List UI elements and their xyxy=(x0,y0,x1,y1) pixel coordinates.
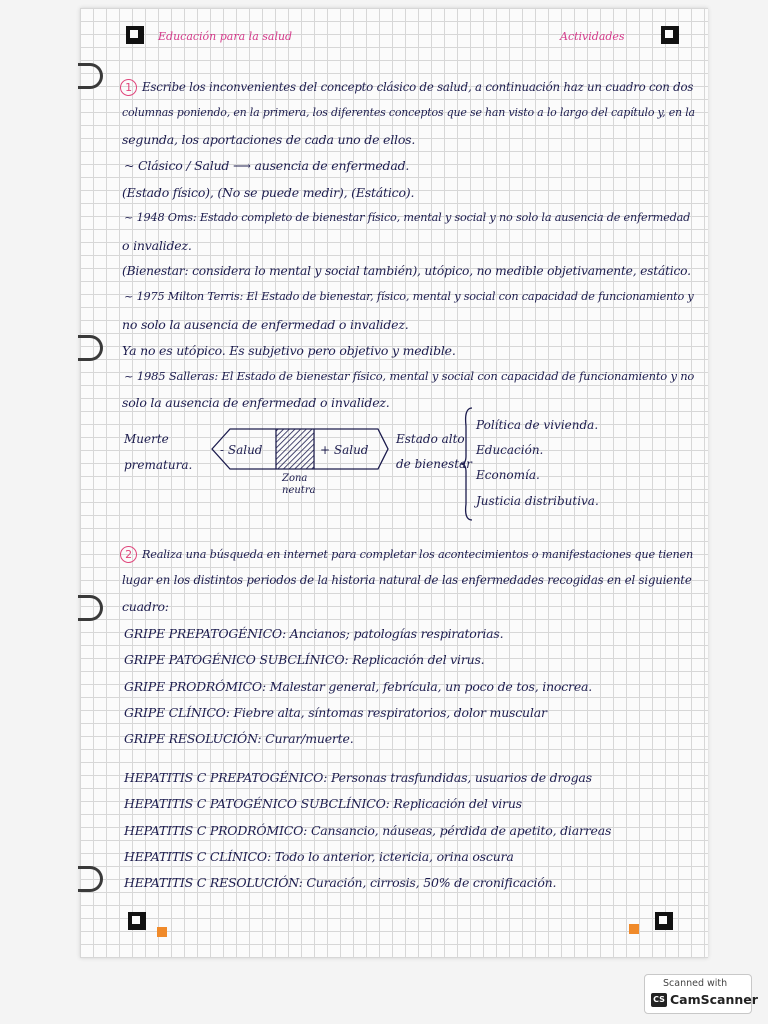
corner-marker-icon xyxy=(661,26,679,44)
concept-line: ~ 1985 Salleras: El Estado de bienestar físico, mental y social con capacidad de funcionamiento y no xyxy=(124,369,695,383)
orange-marker xyxy=(629,924,639,934)
q1-line: columnas poniendo, en la primera, los diferentes conceptos que se han visto a lo largo del capítulo y, en la xyxy=(122,106,695,119)
hepatitis-line: HEPATITIS C RESOLUCIÓN: Curación, cirrosis, 50% de cronificación. xyxy=(124,875,557,890)
factor-item: Economía. xyxy=(476,468,540,482)
binder-ring xyxy=(78,595,103,621)
state-label: de bienestar xyxy=(396,457,472,471)
state-label: Estado alto xyxy=(396,432,465,446)
concept-line: (Estado físico), (No se puede medir), (Estático). xyxy=(122,185,415,200)
binder-ring xyxy=(78,335,103,361)
gripe-line: GRIPE RESOLUCIÓN: Curar/muerte. xyxy=(124,731,354,746)
plus-health-label: + Salud xyxy=(320,443,369,457)
orange-marker xyxy=(157,927,167,937)
factor-item: Justicia distributiva. xyxy=(476,494,599,508)
concept-line: (Bienestar: considera lo mental y social también), utópico, no medible objetivamente, estático. xyxy=(122,264,691,278)
header-section: Actividades xyxy=(560,30,625,43)
camscanner-badge xyxy=(644,974,758,1014)
binder-ring xyxy=(78,63,103,89)
gripe-line: GRIPE PREPATOGÉNICO: Ancianos; patologías respiratorias. xyxy=(124,626,504,641)
hepatitis-line: HEPATITIS C PREPATOGÉNICO: Personas trasfundidas, usuarios de drogas xyxy=(124,770,592,785)
camscanner-logo-icon: CS xyxy=(651,993,667,1007)
diagram-left-label: prematura. xyxy=(124,458,193,472)
corner-marker-icon xyxy=(655,912,673,930)
gripe-line: GRIPE CLÍNICO: Fiebre alta, síntomas respiratorios, dolor muscular xyxy=(124,705,547,720)
q1-line: segunda, los aportaciones de cada uno de ellos. xyxy=(122,132,416,147)
q1-line xyxy=(120,79,693,96)
gripe-line: GRIPE PATOGÉNICO SUBCLÍNICO: Replicación del virus. xyxy=(124,652,485,667)
concept-line: no solo la ausencia de enfermedad o invalidez. xyxy=(122,317,409,332)
notebook-page xyxy=(80,8,708,958)
camscanner-name: CamScanner xyxy=(670,992,758,1007)
factor-item: Política de vivienda. xyxy=(476,418,599,432)
neutral-zone-label: neutra xyxy=(282,485,316,496)
minus-health-label: - Salud xyxy=(220,443,263,457)
binder-ring xyxy=(78,866,103,892)
concept-line: ~ Clásico / Salud ⟶ ausencia de enfermedad. xyxy=(124,158,410,173)
hepatitis-line: HEPATITIS C PRODRÓMICO: Cansancio, náuseas, pérdida de apetito, diarreas xyxy=(124,823,612,838)
scanned-with-label: Scanned with xyxy=(663,978,728,989)
q2-line xyxy=(120,546,693,563)
q2-text: Realiza una búsqueda en internet para completar los acontecimientos o manifestaciones que tienen xyxy=(142,548,694,561)
diagram-left-label: Muerte xyxy=(124,432,169,446)
q1-text: Escribe los inconvenientes del concepto clásico de salud, a continuación haz un cuadro con dos xyxy=(142,80,694,94)
q2-line: lugar en los distintos periodos de la historia natural de las enfermedades recogidas en el siguiente xyxy=(122,573,692,587)
hepatitis-line: HEPATITIS C CLÍNICO: Todo lo anterior, ictericia, orina oscura xyxy=(124,849,514,864)
corner-marker-icon xyxy=(128,912,146,930)
question-number: 1 xyxy=(120,79,137,96)
concept-line: ~ 1948 Oms: Estado completo de bienestar físico, mental y social y no solo la ausencia de enfermedad xyxy=(124,211,691,224)
question-number: 2 xyxy=(120,546,137,563)
concept-line: ~ 1975 Milton Terris: El Estado de bienestar, físico, mental y social con capacidad de funcionamiento y xyxy=(124,290,694,303)
factor-item: Educación. xyxy=(476,443,544,457)
neutral-zone-label: Zona xyxy=(282,473,308,484)
corner-marker-icon xyxy=(126,26,144,44)
concept-line: solo la ausencia de enfermedad o invalidez. xyxy=(122,395,390,410)
concept-line: o invalidez. xyxy=(122,238,192,253)
gripe-line: GRIPE PRODRÓMICO: Malestar general, febrícula, un poco de tos, inocrea. xyxy=(124,679,593,694)
hepatitis-line: HEPATITIS C PATOGÉNICO SUBCLÍNICO: Replicación del virus xyxy=(124,796,522,811)
concept-line: Ya no es utópico. Es subjetivo pero objetivo y medible. xyxy=(122,343,456,358)
q2-line: cuadro: xyxy=(122,599,169,614)
header-subject: Educación para la salud xyxy=(158,30,293,43)
brace-icon xyxy=(460,406,476,522)
